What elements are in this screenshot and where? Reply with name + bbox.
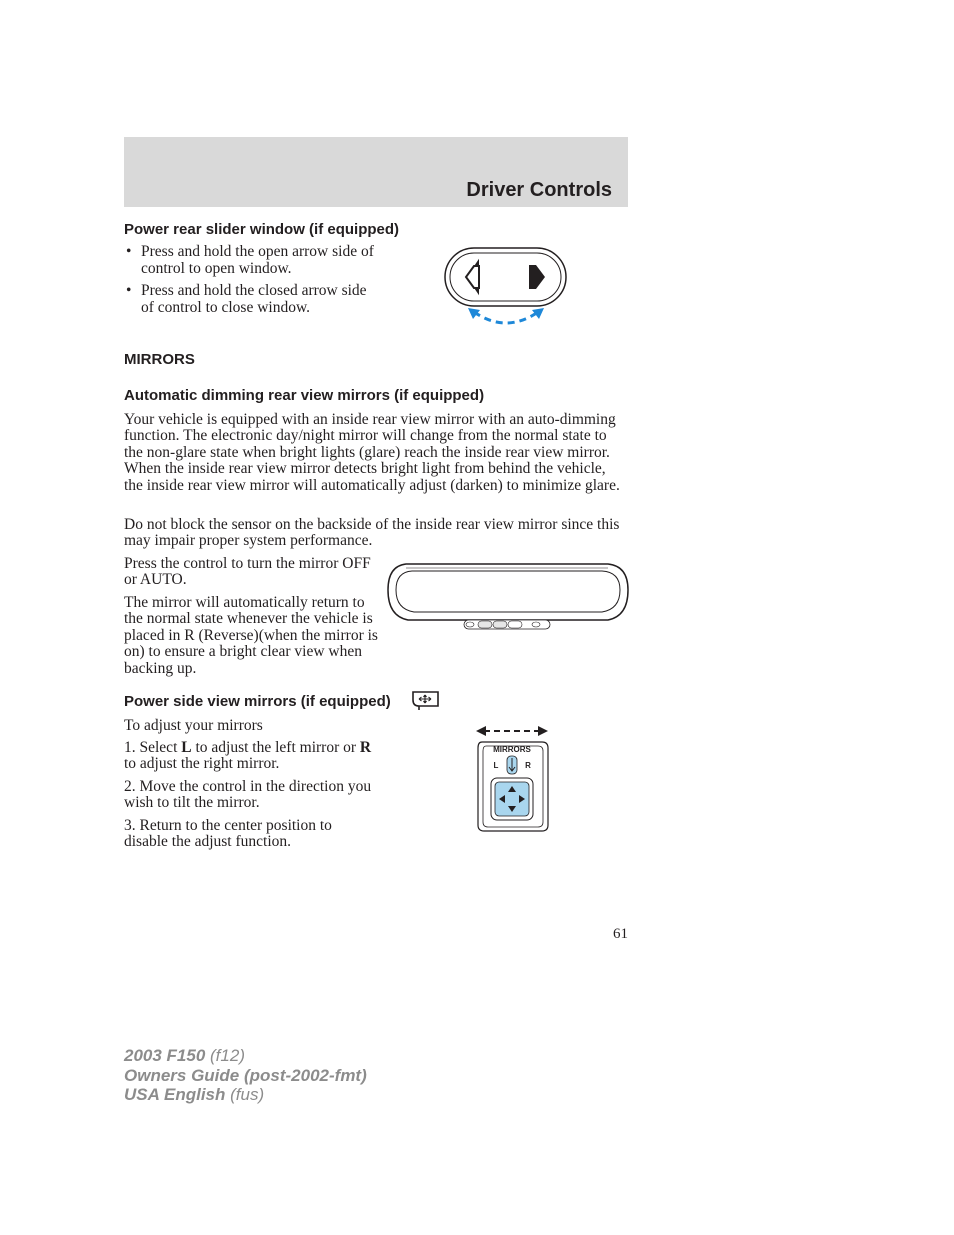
bullet-dot: •	[126, 282, 132, 299]
section-header-band	[124, 137, 628, 207]
step1-part-c: to adjust the right mirror.	[124, 755, 280, 773]
rear-view-mirror-illustration	[386, 560, 630, 634]
power-mirror-control-illustration	[472, 722, 554, 834]
power-side-mirrors-heading: Power side view mirrors (if equipped)	[124, 693, 391, 710]
power-mirror-symbol-icon	[411, 690, 440, 712]
auto-dim-paragraph-1: Your vehicle is equipped with an inside rear view mirror with an auto-dimming function. The electronic day/night mirror will change from the normal state to the non-glare state when bright lights (glare) reach the inside rear view mirror. When the inside rear view mirror detects bright light from behind the vehicle, the inside rear view mirror will automatically adjust (darken) to minimize glare.	[124, 411, 620, 494]
power-side-step-2: 2. Move the control in the direction you wish to tilt the mirror.	[124, 778, 372, 812]
slider-bullet-close	[124, 283, 381, 316]
mirrors-control-label: MIRRORS	[493, 745, 531, 754]
mirror-right-label: R	[525, 761, 531, 770]
auto-dim-paragraph-2: Do not block the sensor on the backside of the inside rear view mirror since this may impair proper system performance.	[124, 516, 620, 550]
footer-line-3	[124, 1085, 264, 1104]
step1-part-b: to adjust the left mirror or	[191, 739, 360, 756]
section-title: Driver Controls	[466, 179, 612, 201]
footer-language-code: (fus)	[225, 1085, 265, 1104]
power-side-intro: To adjust your mirrors	[124, 717, 263, 734]
mirror-auto-button-icon	[493, 621, 507, 628]
mirror-left-label: L	[493, 761, 499, 770]
slider-bullet-close-text: Press and hold the closed arrow side of control to close window.	[141, 282, 367, 316]
footer-language: USA English	[124, 1085, 226, 1104]
step1-part-a: 1. Select	[124, 739, 182, 756]
auto-dim-heading: Automatic dimming rear view mirrors (if equipped)	[124, 387, 485, 404]
slider-window-switch-illustration	[440, 244, 572, 334]
bullet-dot: •	[126, 243, 132, 260]
footer-line-2	[124, 1066, 367, 1085]
mirrors-heading: MIRRORS	[124, 351, 195, 368]
step1-left-letter: L	[181, 739, 192, 756]
mirror-off-button-icon	[478, 621, 492, 628]
footer-model-code: (f12)	[205, 1046, 245, 1065]
footer-guide: Owners Guide (post-2002-fmt)	[124, 1066, 367, 1085]
auto-dim-paragraph-3: Press the control to turn the mirror OFF or AUTO.	[124, 555, 371, 589]
power-side-step-3: 3. Return to the center position to disable the adjust function.	[124, 817, 332, 851]
power-side-step-1	[124, 740, 376, 773]
auto-dim-paragraph-4-content: The mirror will automatically return to the normal state whenever the vehicle is placed in R (Reverse)(when the mirror is on) to ensure a bright clear view when backing up.	[124, 594, 378, 677]
page-number: 61	[613, 926, 628, 942]
footer-model: 2003 F150	[124, 1046, 206, 1065]
slider-bullet-open	[124, 244, 381, 277]
slider-bullet-open-text: Press and hold the open arrow side of control to open window.	[141, 243, 374, 277]
step1-right-letter: R	[359, 739, 372, 756]
slider-window-heading: Power rear slider window (if equipped)	[124, 221, 400, 238]
footer-line-1	[124, 1046, 245, 1065]
